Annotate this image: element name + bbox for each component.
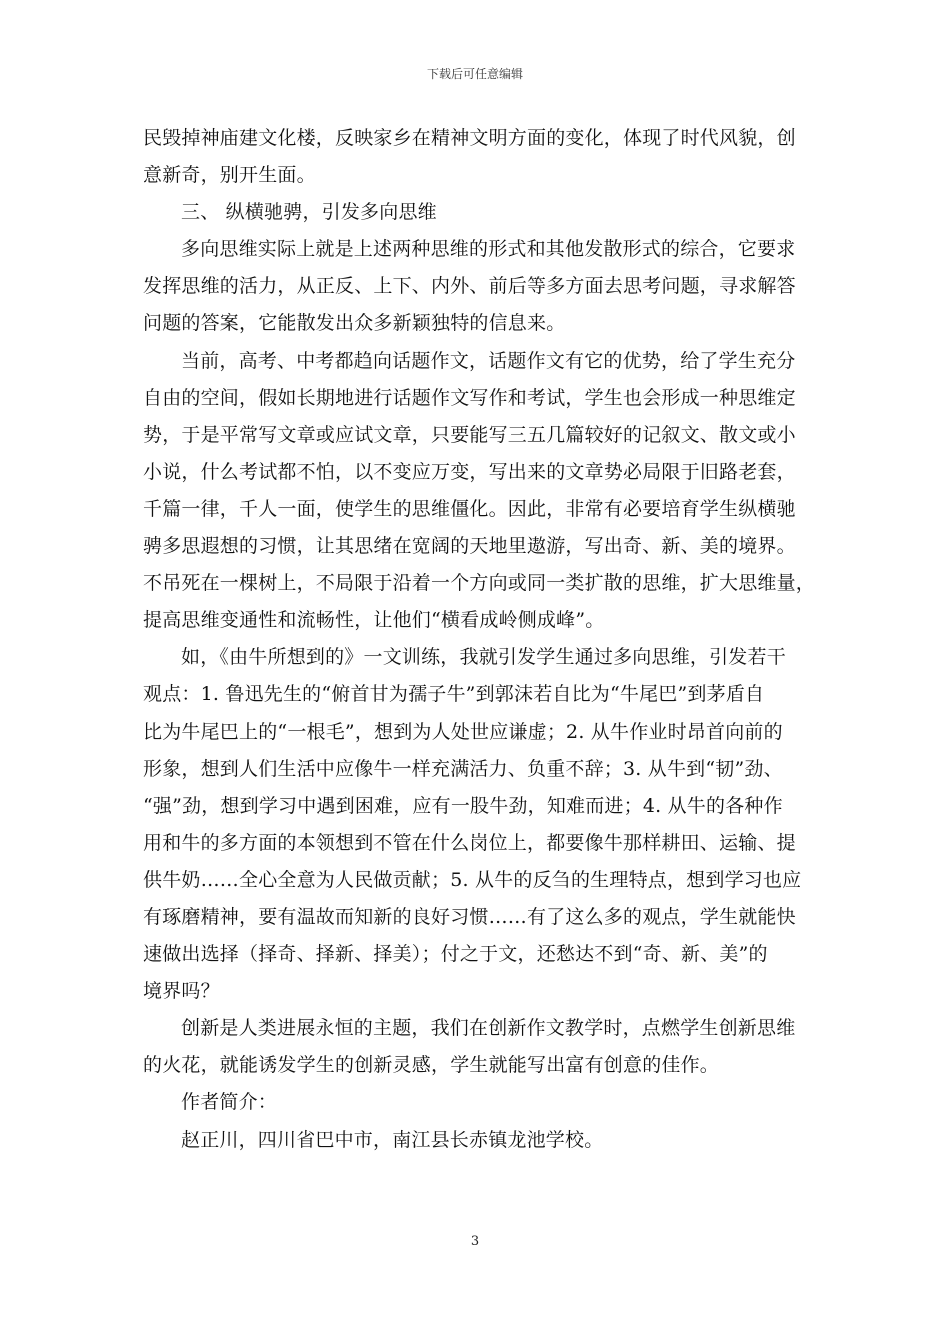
body-line: 创新是人类进展永恒的主题，我们在创新作文教学时，点燃学生创新思维 — [181, 1017, 796, 1040]
body-line: 用和牛的多方面的本领想到不管在什么岗位上，都要像牛那样耕田、运输、提 — [143, 831, 796, 854]
author-info: 赵正川，四川省巴中市，南江县长赤镇龙池学校。 — [181, 1128, 604, 1151]
body-line: 速做出选择（择奇、择新、择美）；付之于文，还愁达不到“奇、新、美”的 — [143, 943, 768, 966]
body-line: 自由的空间，假如长期地进行话题作文写作和考试，学生也会形成一种思维定 — [143, 386, 796, 409]
body-line: 如，《由牛所想到的》一文训练，我就引发学生通过多向思维，引发若干 — [181, 646, 786, 669]
page-number: 3 — [470, 1234, 480, 1249]
page-header: 下载后可任意编辑 — [426, 67, 523, 81]
body-line: 有琢磨精神，要有温故而知新的良好习惯……有了这么多的观点，学生就能快 — [143, 905, 796, 928]
body-line: 多向思维实际上就是上述两种思维的形式和其他发散形式的综合，它要求 — [181, 238, 796, 261]
body-line: 观点：1. 鲁迅先生的“俯首甘为孺子牛”到郭沫若自比为“牛尾巴”到茅盾自 — [143, 683, 765, 706]
body-line: 的火花，就能诱发学生的创新灵感，学生就能写出富有创意的佳作。 — [143, 1054, 720, 1077]
body-line: 境界吗？ — [143, 980, 220, 1003]
body-line: 势，于是平常写文章或应试文章，只要能写三五几篇较好的记叙文、散文或小 — [143, 423, 796, 446]
body-line: 意新奇，别开生面。 — [143, 164, 316, 187]
body-line: 千篇一律，千人一面，使学生的思维僵化。因此，非常有必要培育学生纵横驰 — [143, 497, 796, 520]
body-line: 问题的答案，它能散发出众多新颖独特的信息来。 — [143, 312, 566, 335]
body-line: 小说，什么考试都不怕，以不变应万变，写出来的文章势必局限于旧路老套， — [143, 460, 796, 483]
author-intro-label: 作者简介： — [181, 1091, 278, 1114]
body-line: 形象，想到人们生活中应像牛一样充满活力、负重不辞；3. 从牛到“韧”劲、 — [143, 757, 783, 780]
body-line: 民毁掉神庙建文化楼，反映家乡在精神文明方面的变化，体现了时代风貌，创 — [143, 127, 796, 149]
body-line: 发挥思维的活力，从正反、上下、内外、前后等多方面去思考问题，寻求解答 — [143, 275, 796, 298]
document-body — [143, 120, 816, 1159]
body-line: 供牛奶……全心全意为人民做贡献；5. 从牛的反刍的生理特点，想到学习也应 — [143, 868, 802, 891]
body-line: 当前，高考、中考都趋向话题作文，话题作文有它的优势，给了学生充分 — [181, 349, 796, 372]
body-line: “强”劲，想到学习中遇到困难，应有一股牛劲，知难而进；4. 从牛的各种作 — [143, 794, 783, 817]
body-line: 比为牛尾巴上的“一根毛”，想到为人处世应谦虚；2. 从牛作业时昂首向前的 — [143, 720, 783, 743]
section-heading: 三、 纵横驰骋，引发多向思维 — [181, 201, 437, 224]
body-line: 提高思维变通性和流畅性，让他们“横看成岭侧成峰”。 — [143, 609, 605, 632]
body-line: 不吊死在一棵树上，不局限于沿着一个方向或同一类扩散的思维，扩大思维量， — [143, 572, 816, 595]
body-line: 骋多思遐想的习惯，让其思绪在宽阔的天地里遨游，写出奇、新、美的境界。 — [143, 535, 796, 558]
